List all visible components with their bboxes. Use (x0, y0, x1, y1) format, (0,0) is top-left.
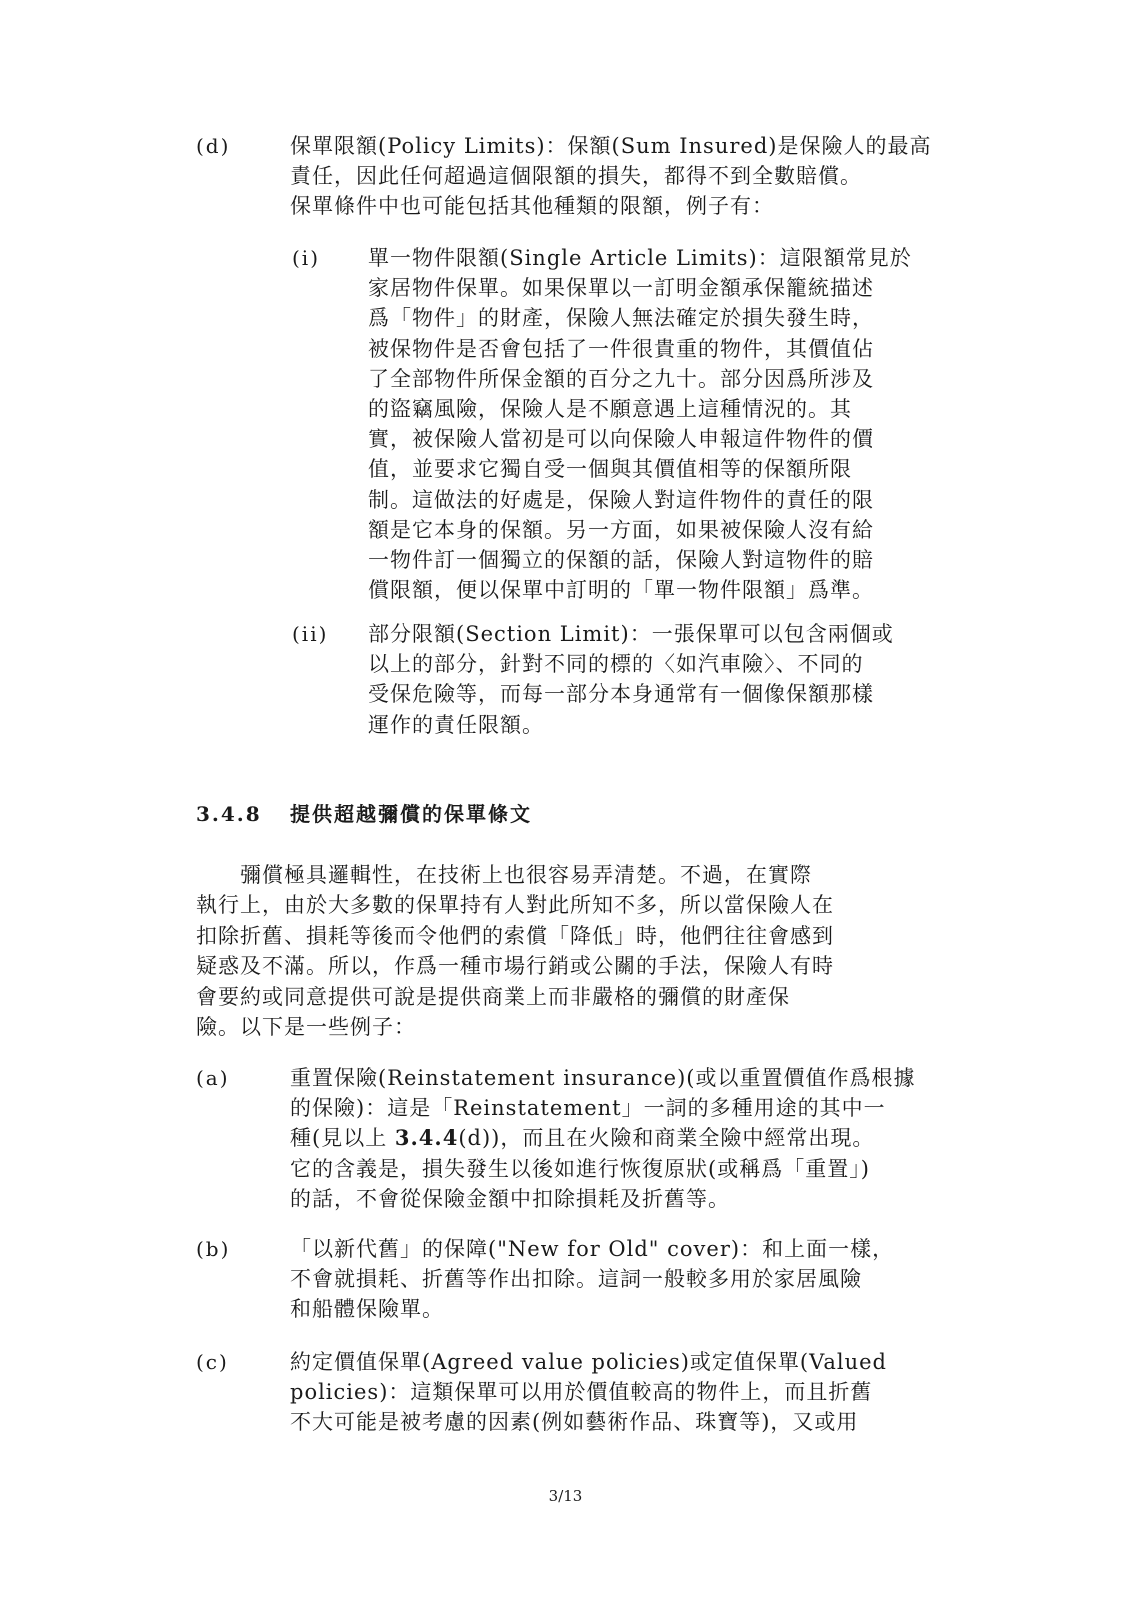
text-line: 的保險)：這是「Reinstatement」一詞的多種用途的其中一 (290, 1096, 886, 1121)
item-text (290, 1234, 990, 1325)
text-line: 和船體保險單。 (290, 1297, 444, 1322)
section-heading (196, 798, 532, 827)
text-line: 值，並要求它獨自受一個與其價值相等的保額所限 (368, 457, 852, 482)
item-text (290, 131, 990, 222)
text-line: 會要約或同意提供可說是提供商業上而非嚴格的彌償的財產保 (196, 984, 790, 1009)
item-text (368, 243, 988, 605)
item-text (290, 1347, 990, 1438)
item-marker: (b) (196, 1237, 231, 1261)
text-line (290, 1123, 990, 1153)
text-line: 扣除折舊、損耗等後而令他們的索償「降低」時，他們往往會感到 (196, 923, 834, 948)
text-line: 「以新代舊」的保障("New for Old" cover)：和上面一樣， (290, 1237, 895, 1261)
text-line: 的話，不會從保險金額中扣除損耗及折舊等。 (290, 1186, 730, 1211)
text-line: 它的含義是，損失發生以後如進行恢復原狀(或稱爲「重置」) (290, 1156, 870, 1181)
intro-paragraph (196, 860, 986, 1042)
text-line: 償限額，便以保單中訂明的「單一物件限額」爲準。 (368, 578, 874, 603)
item-text (290, 1063, 990, 1214)
text-line: 責任，因此任何超過這個限額的損失，都得不到全數賠償。 (290, 164, 862, 189)
text-line: 額是它本身的保額。另一方面，如果被保險人沒有給 (368, 517, 874, 542)
text-line: 險。以下是一些例子： (196, 1015, 416, 1040)
text-line: 被保物件是否會包括了一件很貴重的物件，其價值佔 (368, 336, 874, 361)
text-line: 執行上，由於大多數的保單持有人對此所知不多，所以當保險人在 (196, 893, 834, 918)
text-run: (d))，而且在火險和商業全險中經常出現。 (458, 1126, 875, 1151)
text-line: 制。這做法的好處是，保險人對這件物件的責任的限 (368, 487, 874, 512)
section-title: 提供超越彌償的保單條文 (290, 802, 532, 826)
text-line: 重置保險(Reinstatement insurance)(或以重置價值作爲根據 (290, 1066, 916, 1090)
text-line: 疑惑及不滿。所以，作爲一種市場行銷或公關的手法，保險人有時 (196, 954, 834, 979)
text-line: 保單條件中也可能包括其他種類的限額，例子有： (290, 194, 774, 219)
text-line: 爲「物件」的財產，保險人無法確定於損失發生時， (368, 306, 874, 331)
page-number: 3/13 (548, 1487, 583, 1505)
item-marker: (a) (196, 1066, 230, 1090)
item-marker: (d) (196, 134, 231, 158)
item-text (368, 619, 988, 740)
text-line: 了全部物件所保金額的百分之九十。部分因爲所涉及 (368, 366, 874, 391)
text-line: 不大可能是被考慮的因素(例如藝術作品、珠寶等)，又或用 (290, 1410, 859, 1435)
item-marker: (c) (196, 1350, 229, 1374)
item-marker: (i) (292, 246, 321, 270)
text-line: 家居物件保單。如果保單以一訂明金額承保籠統描述 (368, 276, 874, 301)
text-line: 約定價值保單(Agreed value policies)或定值保單(Valued (290, 1350, 887, 1374)
section-number: 3.4.8 (196, 802, 262, 826)
text-line: 的盜竊風險，保險人是不願意遇上這種情況的。其 (368, 397, 852, 422)
item-marker: (ii) (292, 622, 329, 646)
text-line: 受保危險等，而每一部分本身通常有一個像保額那樣 (368, 682, 874, 707)
text-line: 單一物件限額(Single Article Limits)：這限額常見於 (368, 246, 912, 270)
text-run: 種(見以上 (290, 1126, 395, 1151)
text-line: 保單限額(Policy Limits)：保額(Sum Insured)是保險人的最高 (290, 134, 932, 158)
text-line: 部分限額(Section Limit)：一張保單可以包含兩個或 (368, 622, 894, 646)
text-line: 以上的部分，針對不同的標的〈如汽車險〉、不同的 (368, 652, 864, 677)
cross-reference: 3.4.4 (394, 1125, 459, 1151)
text-line: 一物件訂一個獨立的保額的話，保險人對這物件的賠 (368, 548, 874, 573)
text-line: 彌償極具邏輯性，在技術上也很容易弄清楚。不過，在實際 (196, 863, 812, 887)
text-line: 實，被保險人當初是可以向保險人申報這件物件的價 (368, 427, 874, 452)
text-line: policies)：這類保單可以用於價值較高的物件上，而且折舊 (290, 1380, 873, 1405)
text-line: 不會就損耗、折舊等作出扣除。這詞一般較多用於家居風險 (290, 1267, 862, 1292)
text-line: 運作的責任限額。 (368, 712, 544, 737)
